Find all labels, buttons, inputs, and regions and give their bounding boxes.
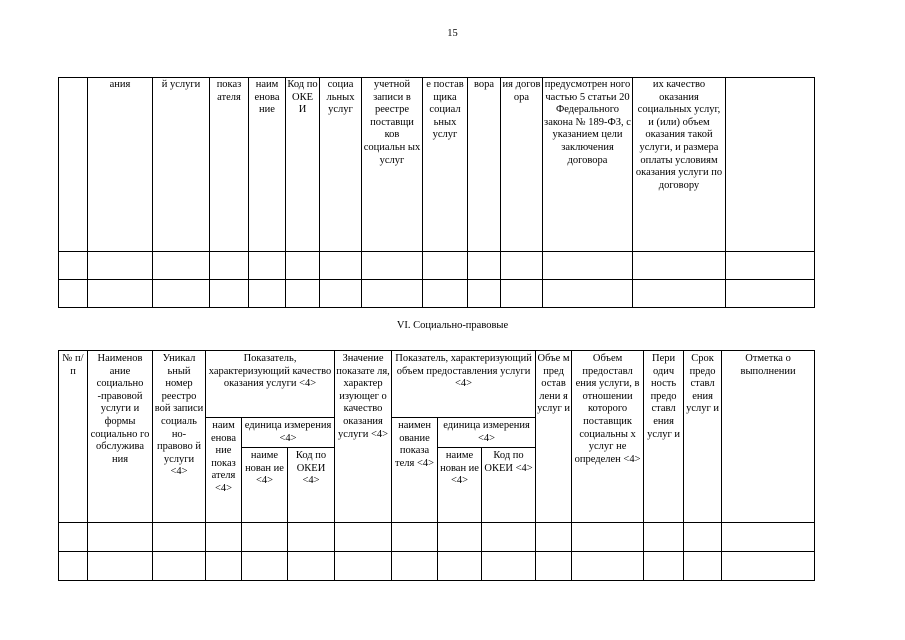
empty-cell <box>59 523 88 552</box>
table-row <box>59 280 815 308</box>
empty-cell <box>536 523 572 552</box>
volume-name-header: наимен ование показа теля <4> <box>392 418 438 523</box>
table-bottom <box>58 350 815 581</box>
empty-cell <box>726 280 815 308</box>
cell: ия догов ора <box>501 78 543 252</box>
empty-cell <box>210 252 249 280</box>
empty-cell <box>501 280 543 308</box>
empty-cell <box>392 523 438 552</box>
quality-unit-code-header: Код по ОКЕИ <4> <box>288 448 335 523</box>
empty-cell <box>572 552 644 581</box>
empty-cell <box>206 523 242 552</box>
empty-cell <box>88 523 153 552</box>
empty-cell <box>335 552 392 581</box>
table-row <box>59 523 815 552</box>
empty-cell <box>482 552 536 581</box>
empty-cell <box>335 523 392 552</box>
empty-cell <box>288 552 335 581</box>
empty-cell <box>726 252 815 280</box>
empty-cell <box>543 280 633 308</box>
empty-cell <box>543 252 633 280</box>
empty-cell <box>286 280 320 308</box>
cell: й услуги <box>153 78 210 252</box>
col-period-header: Пери одич ность предо ставл ения услуг и <box>644 351 684 523</box>
empty-cell <box>206 552 242 581</box>
empty-cell <box>468 252 501 280</box>
col-volume-header: Объе м пред остав лени я услуг и <box>536 351 572 523</box>
empty-cell <box>362 252 423 280</box>
empty-cell <box>536 552 572 581</box>
col-volume-provided-header: Объем предоставл ения услуги, в отношении которого поставщик социальны х услуг не определен <4> <box>572 351 644 523</box>
empty-cell <box>468 280 501 308</box>
col-unique-number-header: Уникал ьный номер реестро вой записи социаль но-правово й услуги <4> <box>153 351 206 523</box>
empty-cell <box>242 552 288 581</box>
cell: е постав щика социал ьных услуг <box>423 78 468 252</box>
cell <box>726 78 815 252</box>
empty-cell <box>320 252 362 280</box>
cell: показ ателя <box>210 78 249 252</box>
cell: предусмотрен ного частью 5 статьи 20 Федерального закона № 189-ФЗ, с указанием цели заключения договора <box>543 78 633 252</box>
empty-cell <box>501 252 543 280</box>
col-number-header: № п/п <box>59 351 88 523</box>
empty-cell <box>59 552 88 581</box>
col-term-header: Срок предо ставл ения услуг и <box>684 351 722 523</box>
empty-cell <box>59 252 88 280</box>
empty-cell <box>249 280 286 308</box>
cell: Код по ОКЕ И <box>286 78 320 252</box>
cell: наим енова ние <box>249 78 286 252</box>
empty-cell <box>644 552 684 581</box>
empty-cell <box>684 523 722 552</box>
empty-cell <box>286 252 320 280</box>
cell: вора <box>468 78 501 252</box>
empty-cell <box>482 523 536 552</box>
empty-cell <box>88 552 153 581</box>
empty-cell <box>242 523 288 552</box>
table-row <box>59 252 815 280</box>
header-row-1 <box>59 351 815 418</box>
cell: социа льных услуг <box>320 78 362 252</box>
empty-cell <box>288 523 335 552</box>
empty-cell <box>210 280 249 308</box>
empty-cell <box>362 280 423 308</box>
cell: их качество оказания социальных услуг, и (или) объем оказания такой услуги, и размера оплаты условиям оказания услуги по договору <box>633 78 726 252</box>
empty-cell <box>59 280 88 308</box>
empty-cell <box>572 523 644 552</box>
group-quality-header: Показатель, характеризующий качество оказания услуги <4> <box>206 351 335 418</box>
empty-cell <box>153 252 210 280</box>
empty-cell <box>153 552 206 581</box>
empty-cell <box>320 280 362 308</box>
table-row <box>59 552 815 581</box>
table-top <box>58 77 815 308</box>
empty-cell <box>88 252 153 280</box>
empty-cell <box>423 280 468 308</box>
empty-cell <box>438 523 482 552</box>
cell: учетной записи в реестре поставщи ков социальн ых услуг <box>362 78 423 252</box>
empty-cell <box>684 552 722 581</box>
empty-cell <box>392 552 438 581</box>
quality-name-header: наим енова ние показ ателя <4> <box>206 418 242 523</box>
empty-cell <box>722 552 815 581</box>
table-top-header-row <box>59 78 815 252</box>
volume-unit-code-header: Код по ОКЕИ <4> <box>482 448 536 523</box>
empty-cell <box>644 523 684 552</box>
volume-unit-name-header: наиме нован ие <4> <box>438 448 482 523</box>
quality-unit-header: единица измерения <4> <box>242 418 335 448</box>
empty-cell <box>249 252 286 280</box>
group-volume-header: Показатель, характеризующий объем предоставления услуги <4> <box>392 351 536 418</box>
empty-cell <box>153 280 210 308</box>
cell: ания <box>88 78 153 252</box>
page-number: 15 <box>447 28 458 39</box>
empty-cell <box>438 552 482 581</box>
col-service-name-header: Наименов ание социально -правовой услуги и формы социально го обслужива ния <box>88 351 153 523</box>
empty-cell <box>153 523 206 552</box>
cell <box>59 78 88 252</box>
empty-cell <box>88 280 153 308</box>
empty-cell <box>423 252 468 280</box>
empty-cell <box>633 252 726 280</box>
section-title: VI. Социально-правовые <box>396 320 509 331</box>
col-value-header: Значение показате ля, характер изующег о качество оказания услуги <4> <box>335 351 392 523</box>
empty-cell <box>633 280 726 308</box>
volume-unit-header: единица измерения <4> <box>438 418 536 448</box>
col-mark-header: Отметка о выполнении <box>722 351 815 523</box>
quality-unit-name-header: наиме нован ие <4> <box>242 448 288 523</box>
empty-cell <box>722 523 815 552</box>
